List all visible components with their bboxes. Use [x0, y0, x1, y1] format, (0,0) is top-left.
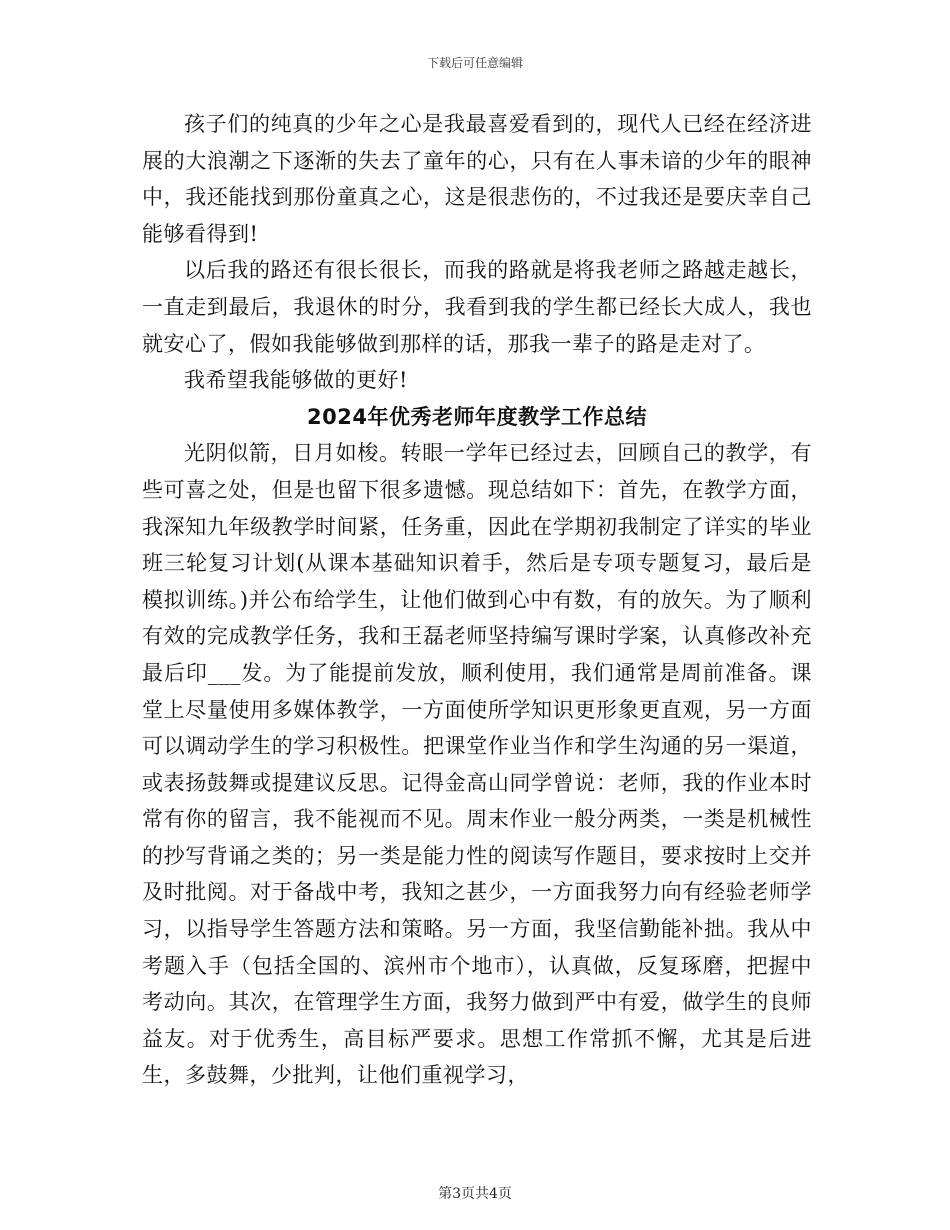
section-title: 2024年优秀老师年度教学工作总结: [307, 404, 647, 429]
paragraph-4: 光阴似箭，日月如梭。转眼一学年已经过去，回顾自己的教学，有些可喜之处，但是也留下很多遗憾。现总结如下：首先，在教学方面，我深知九年级教学时间紧，任务重，因此在学期初我制定了详实的毕业班三轮复习计划(从课本基础知识着手，然后是专项专题复习，最后是模拟训练。)并公布给学生，让他们做到心中有数，有的放矢。为了顺利有效的完成教学任务，我和王磊老师坚持编写课时学案，认真修改补充最后印___发。为了能提前发放，顺利使用，我们通常是周前准备。课堂上尽量使用多媒体教学，一方面使所学知识更形象更直观，另一方面可以调动学生的学习积极性。把课堂作业当作和学生沟通的另一渠道，或表扬鼓舞或提建议反思。记得金高山同学曾说：老师，我的作业本时常有你的留言，我不能视而不见。周末作业一般分两类，一类是机械性的抄写背诵之类的；另一类是能力性的阅读写作题目，要求按时上交并及时批阅。对于备战中考，我知之甚少，一方面我努力向有经验老师学习，以指导学生答题方法和策略。另一方面，我坚信勤能补拙。我从中考题入手（包括全国的、滨州市个地市），认真做，反复琢磨，把握中考动向。其次，在管理学生方面，我努力做到严中有爱，做学生的良师益友。对于优秀生，高目标严要求。思想工作常抓不懈，尤其是后进生，多鼓舞，少批判，让他们重视学习，: [142, 441, 812, 1088]
paragraph-2: 以后我的路还有很长很长，而我的路就是将我老师之路越走越长，一直走到最后，我退休的时分，我看到我的学生都已经长大成人，我也就安心了，假如我能够做到那样的话，那我一辈子的路是走对了。: [142, 258, 812, 356]
document-body: [142, 106, 812, 1094]
page-footer: 第3页共4页: [438, 1186, 512, 1202]
paragraph-3: 我希望我能够做的更好!: [184, 368, 408, 393]
paragraph-1: 孩子们的纯真的少年之心是我最喜爱看到的，现代人已经在经济进展的大浪潮之下逐渐的失去了童年的心，只有在人事未谙的少年的眼神中，我还能找到那份童真之心，这是很悲伤的，不过我还是要庆幸自己能够看得到!: [142, 112, 812, 246]
page-header: 下载后可任意编辑: [426, 56, 523, 70]
